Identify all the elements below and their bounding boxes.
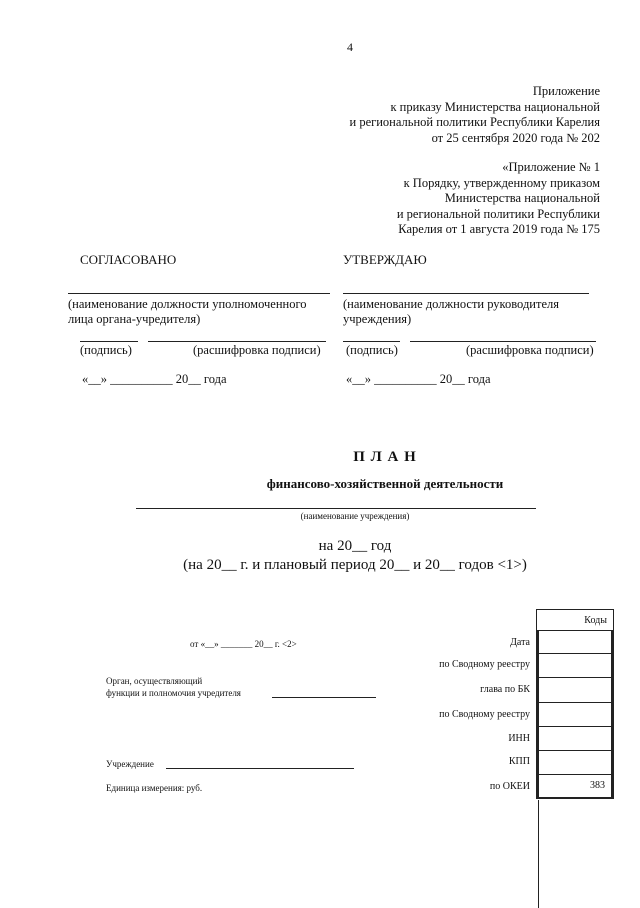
row-label-okei: по ОКЕИ — [489, 781, 530, 792]
organ-name-line — [272, 697, 376, 698]
position-caption: (наименование должности уполномоченного — [68, 297, 307, 311]
code-cell-registry — [537, 703, 613, 727]
decode-caption: (расшифровка подписи) — [466, 343, 594, 357]
appendix-line: к приказу Министерства национальной — [390, 99, 600, 114]
organ-label: функции и полномочия учредителя — [106, 688, 241, 698]
institution-line — [166, 768, 354, 769]
code-cell-date — [537, 631, 613, 654]
appendix-line: Министерства национальной — [444, 191, 600, 205]
row-label-inn: ИНН — [508, 733, 530, 744]
institution-label: Учреждение — [106, 759, 154, 769]
row-label-date: Дата — [510, 637, 530, 648]
date-line: «__» __________ 20__ года — [346, 372, 491, 386]
position-caption: (наименование должности руководителя — [343, 297, 559, 311]
page-number: 4 — [347, 40, 353, 54]
signature-caption: (подпись) — [80, 343, 132, 357]
organ-label: Орган, осуществляющий — [106, 676, 203, 686]
unit-label: Единица измерения: руб. — [106, 783, 203, 793]
position-caption: учреждения) — [343, 312, 412, 326]
code-cell-registry — [537, 654, 613, 678]
signature-line — [68, 293, 330, 294]
code-cell-inn — [537, 727, 613, 751]
row-label-kpp: КПП — [508, 756, 530, 767]
signature-caption: (подпись) — [346, 343, 398, 357]
decode-caption: (расшифровка подписи) — [193, 343, 321, 357]
appendix-line: к Порядку, утвержденному приказом — [403, 175, 600, 190]
table-vertical-line — [538, 800, 539, 908]
plan-subtitle: финансово-хозяйственной деятельности — [266, 476, 504, 491]
appendix-line: и региональной политики Республики — [396, 206, 600, 221]
position-caption: лица органа-учредителя) — [68, 312, 201, 326]
row-label-budget-chapter: глава по БК — [480, 684, 530, 695]
row-label-consolidated-registry: по Сводному реестру — [439, 709, 530, 720]
signature-line — [148, 341, 326, 342]
institution-caption: (наименование учреждения) — [300, 511, 410, 521]
signature-line — [343, 341, 400, 342]
order-appendix-reference — [397, 160, 600, 238]
date-line: «__» __________ 20__ года — [82, 372, 227, 386]
approved-heading: УТВЕРЖДАЮ — [343, 252, 427, 267]
appendix-line: Приложение — [532, 84, 600, 98]
appendix-reference — [350, 84, 601, 146]
signature-line — [343, 293, 589, 294]
code-cell-kpp — [537, 751, 613, 775]
planning-period-line: (на 20__ г. и плановый период 20__ и 20__ годов <1>) — [183, 557, 527, 573]
codes-header: Коды — [537, 610, 613, 631]
appendix-line: и региональной политики Республики Карелия — [349, 115, 600, 129]
row-label-consolidated-registry: по Сводному реестру — [439, 659, 530, 670]
institution-name-line — [136, 508, 536, 509]
plan-title: П Л А Н — [353, 449, 417, 465]
code-cell-okei: 383 — [537, 775, 613, 799]
signature-line — [80, 341, 138, 342]
date-from-field: от «__» _______ 20__ г. <2> — [190, 639, 297, 649]
signature-line — [410, 341, 596, 342]
codes-table — [536, 609, 614, 799]
year-line: на 20__ год — [318, 538, 392, 554]
appendix-line: от 25 сентября 2020 года № 202 — [431, 130, 600, 145]
code-cell-budget-chapter — [537, 678, 613, 703]
agreed-heading: СОГЛАСОВАНО — [80, 252, 177, 267]
appendix-line: «Приложение № 1 — [502, 160, 600, 174]
appendix-line: Карелия от 1 августа 2019 года № 175 — [398, 222, 600, 236]
